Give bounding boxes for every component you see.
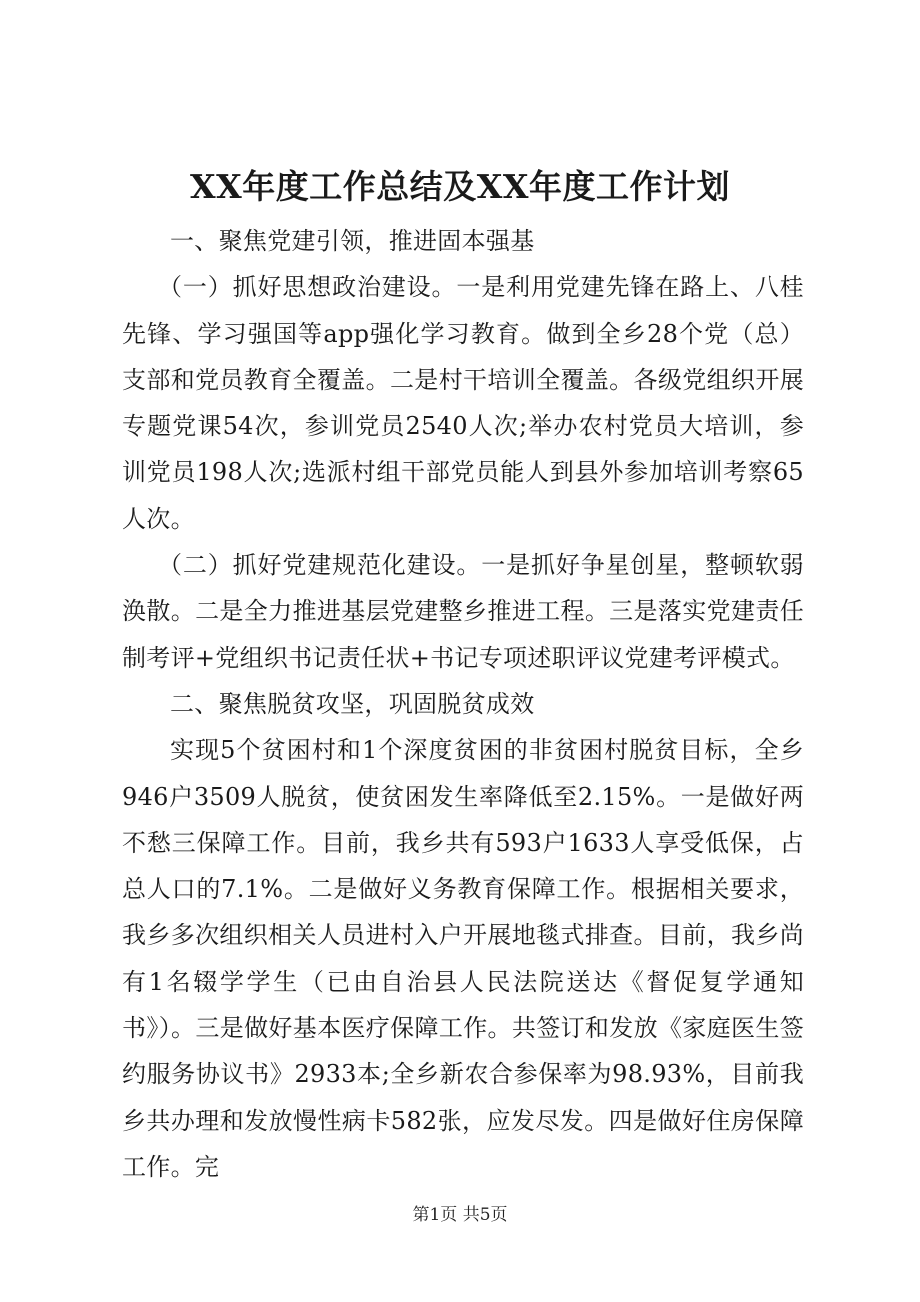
page-footer: 第1页 共5页 (412, 1205, 508, 1225)
section-heading-2: 二、聚焦脱贫攻坚，巩固脱贫成效 (170, 689, 535, 718)
paragraph-2-1: 实现5个贫困村和1个深度贫困的非贫困村脱贫目标，全乡946户3509人脱贫，使贫困发生率降低至2.15%。一是做好两不愁三保障工作。目前，我乡共有593户1633人享受低保，占总人口的7.1%。二是做好义务教育保障工作。根据相关要求，我乡多次组织相关人员进村入户开展地毯式排查。目前，我乡尚有1名辍学学生（已由自治县人民法院送达《督促复学通知书》）。三是做好基本医疗保障工作。共签订和发放《家庭医生签约服务协议书》2933本;全乡新农合参保率为98.93%，目前我乡共办理和发放慢性病卡582张，应发尽发。四是做好住房保障工作。完 (122, 736, 804, 1181)
document-title: XX年度工作总结及XX年度工作计划 (190, 167, 730, 206)
paragraph-1-1: （一）抓好思想政治建设。一是利用党建先锋在路上、八桂先锋、学习强国等app强化学习教育。做到全乡28个党（总）支部和党员教育全覆盖。二是村干培训全覆盖。各级党组织开展专题党课54次，参训党员2540人次;举办农村党员大培训，参训党员198人次;选派村组干部党员能人到县外参加培训考察65人次。 (122, 273, 804, 533)
section-heading-1: 一、聚焦党建引领，推进固本强基 (170, 227, 535, 255)
document-body (122, 218, 804, 1190)
paragraph-1-2: （二）抓好党建规范化建设。一是抓好争星创星，整顿软弱涣散。二是全力推进基层党建整乡推进工程。三是落实党建责任制考评+党组织书记责任状+书记专项述职评议党建考评模式。 (122, 551, 804, 672)
